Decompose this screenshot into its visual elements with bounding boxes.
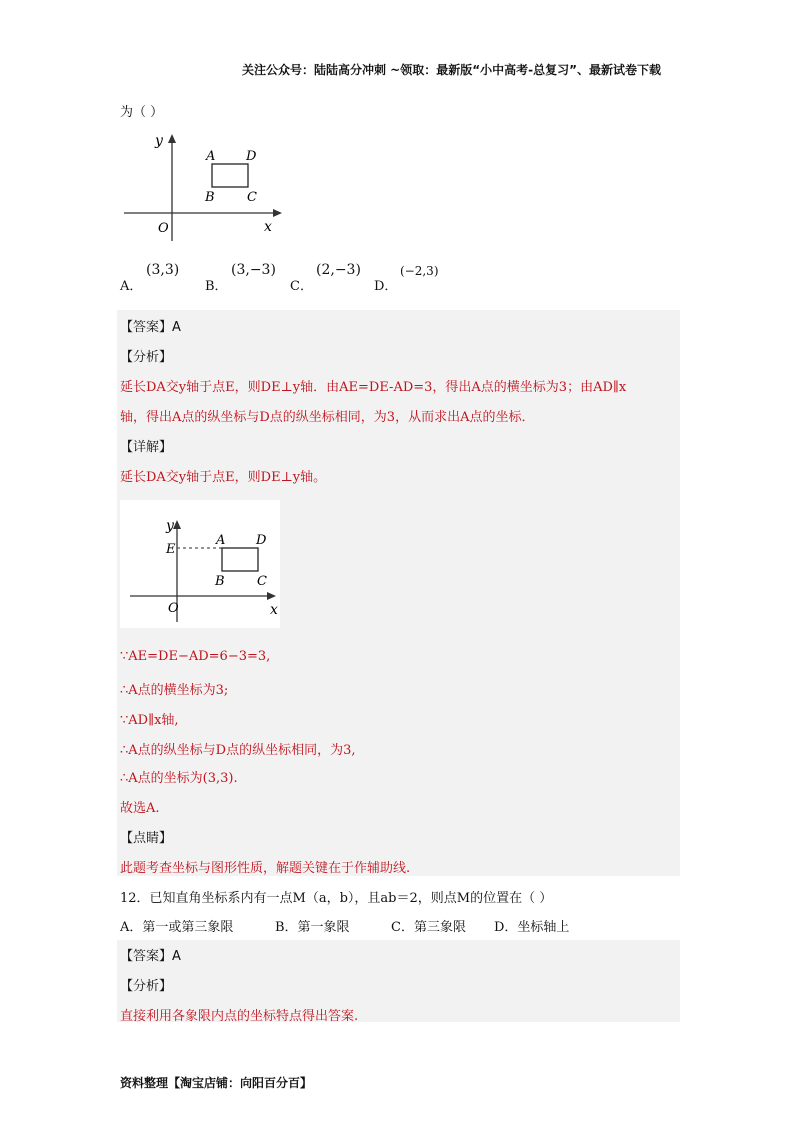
q11-option-a-letter: A． [120,279,143,294]
fig1-c-label: C [247,190,257,205]
question-11-stem-end: 为（ ） [120,105,164,120]
page-footer: 资料整理【淘宝店铺：向阳百分百】 [120,1076,313,1090]
q12-option-c: C．第三象限 [391,920,466,935]
fig1-b-label: B [205,190,215,205]
q11-option-c-value: (2,−3) [316,262,361,278]
fig1-a-label: A [206,149,216,164]
q11-option-a-value: (3,3) [146,262,180,278]
answer-11-label: 【答案】A [120,320,181,335]
q11-option-d-letter: D． [374,279,398,294]
q12-option-a: A．第一或第三象限 [120,920,234,935]
step-5: ∴A点的坐标为(3,3). [120,771,238,786]
fig1-x-label: x [264,219,272,235]
analysis-11-line-1: 延长DA交y轴于点E，则DE⊥y轴．由AE=DE-AD=3，得出A点的横坐标为3；由AD∥x [120,380,627,395]
step-1: ∵AE=DE−AD=6−3=3, [120,649,271,664]
fig2-a-label: A [216,533,226,548]
detail-11-figure [120,500,280,628]
step-3: ∵AD∥x轴, [120,713,179,728]
fig1-d-label: D [246,149,257,164]
analysis-11-line-2: 轴，得出A点的纵坐标与D点的纵坐标相同，为3，从而求出A点的坐标． [120,410,535,425]
page-header: 关注公众号：陆陆高分冲刺 ~领取：最新版“小中高考-总复习”、最新试卷下载 [242,63,661,77]
fig2-c-label: C [257,574,267,589]
step-2: ∴A点的横坐标为3; [120,683,229,698]
q11-option-b-letter: B． [205,279,228,294]
fig2-e-label: E [166,542,176,557]
analysis-12-text: 直接利用各象限内点的坐标特点得出答案. [120,1009,359,1024]
fig2-x-label: x [270,602,278,618]
q11-option-d-value: (−2,3) [400,264,439,278]
q11-option-c-letter: C． [290,279,313,294]
fig2-origin-label: O [168,601,179,616]
comment-11-tag: 【点睛】 [120,831,173,846]
comment-11-text: 此题考查坐标与图形性质，解题关键在于作辅助线. [120,861,411,876]
detail-11-tag: 【详解】 [120,440,173,455]
question-11-figure [118,128,288,246]
fig2-y-label: y [166,518,174,534]
q12-option-d: D．坐标轴上 [494,920,570,935]
fig1-y-label: y [155,133,163,149]
q12-option-b: B．第一象限 [275,920,350,935]
fig2-d-label: D [256,533,267,548]
question-12-stem: 12．已知直角坐标系内有一点M（a，b），且ab＝2，则点M的位置在（ ） [120,891,553,906]
fig1-origin-label: O [158,221,169,236]
analysis-11-tag: 【分析】 [120,350,173,365]
detail-11-line-1: 延长DA交y轴于点E，则DE⊥y轴。 [120,470,327,485]
step-6: 故选A. [120,801,160,816]
fig2-b-label: B [215,574,225,589]
q11-option-b-value: (3,−3) [231,262,276,278]
step-4: ∴A点的纵坐标与D点的纵坐标相同，为3, [120,743,356,758]
analysis-12-tag: 【分析】 [120,979,173,994]
answer-12-label: 【答案】A [120,949,181,964]
